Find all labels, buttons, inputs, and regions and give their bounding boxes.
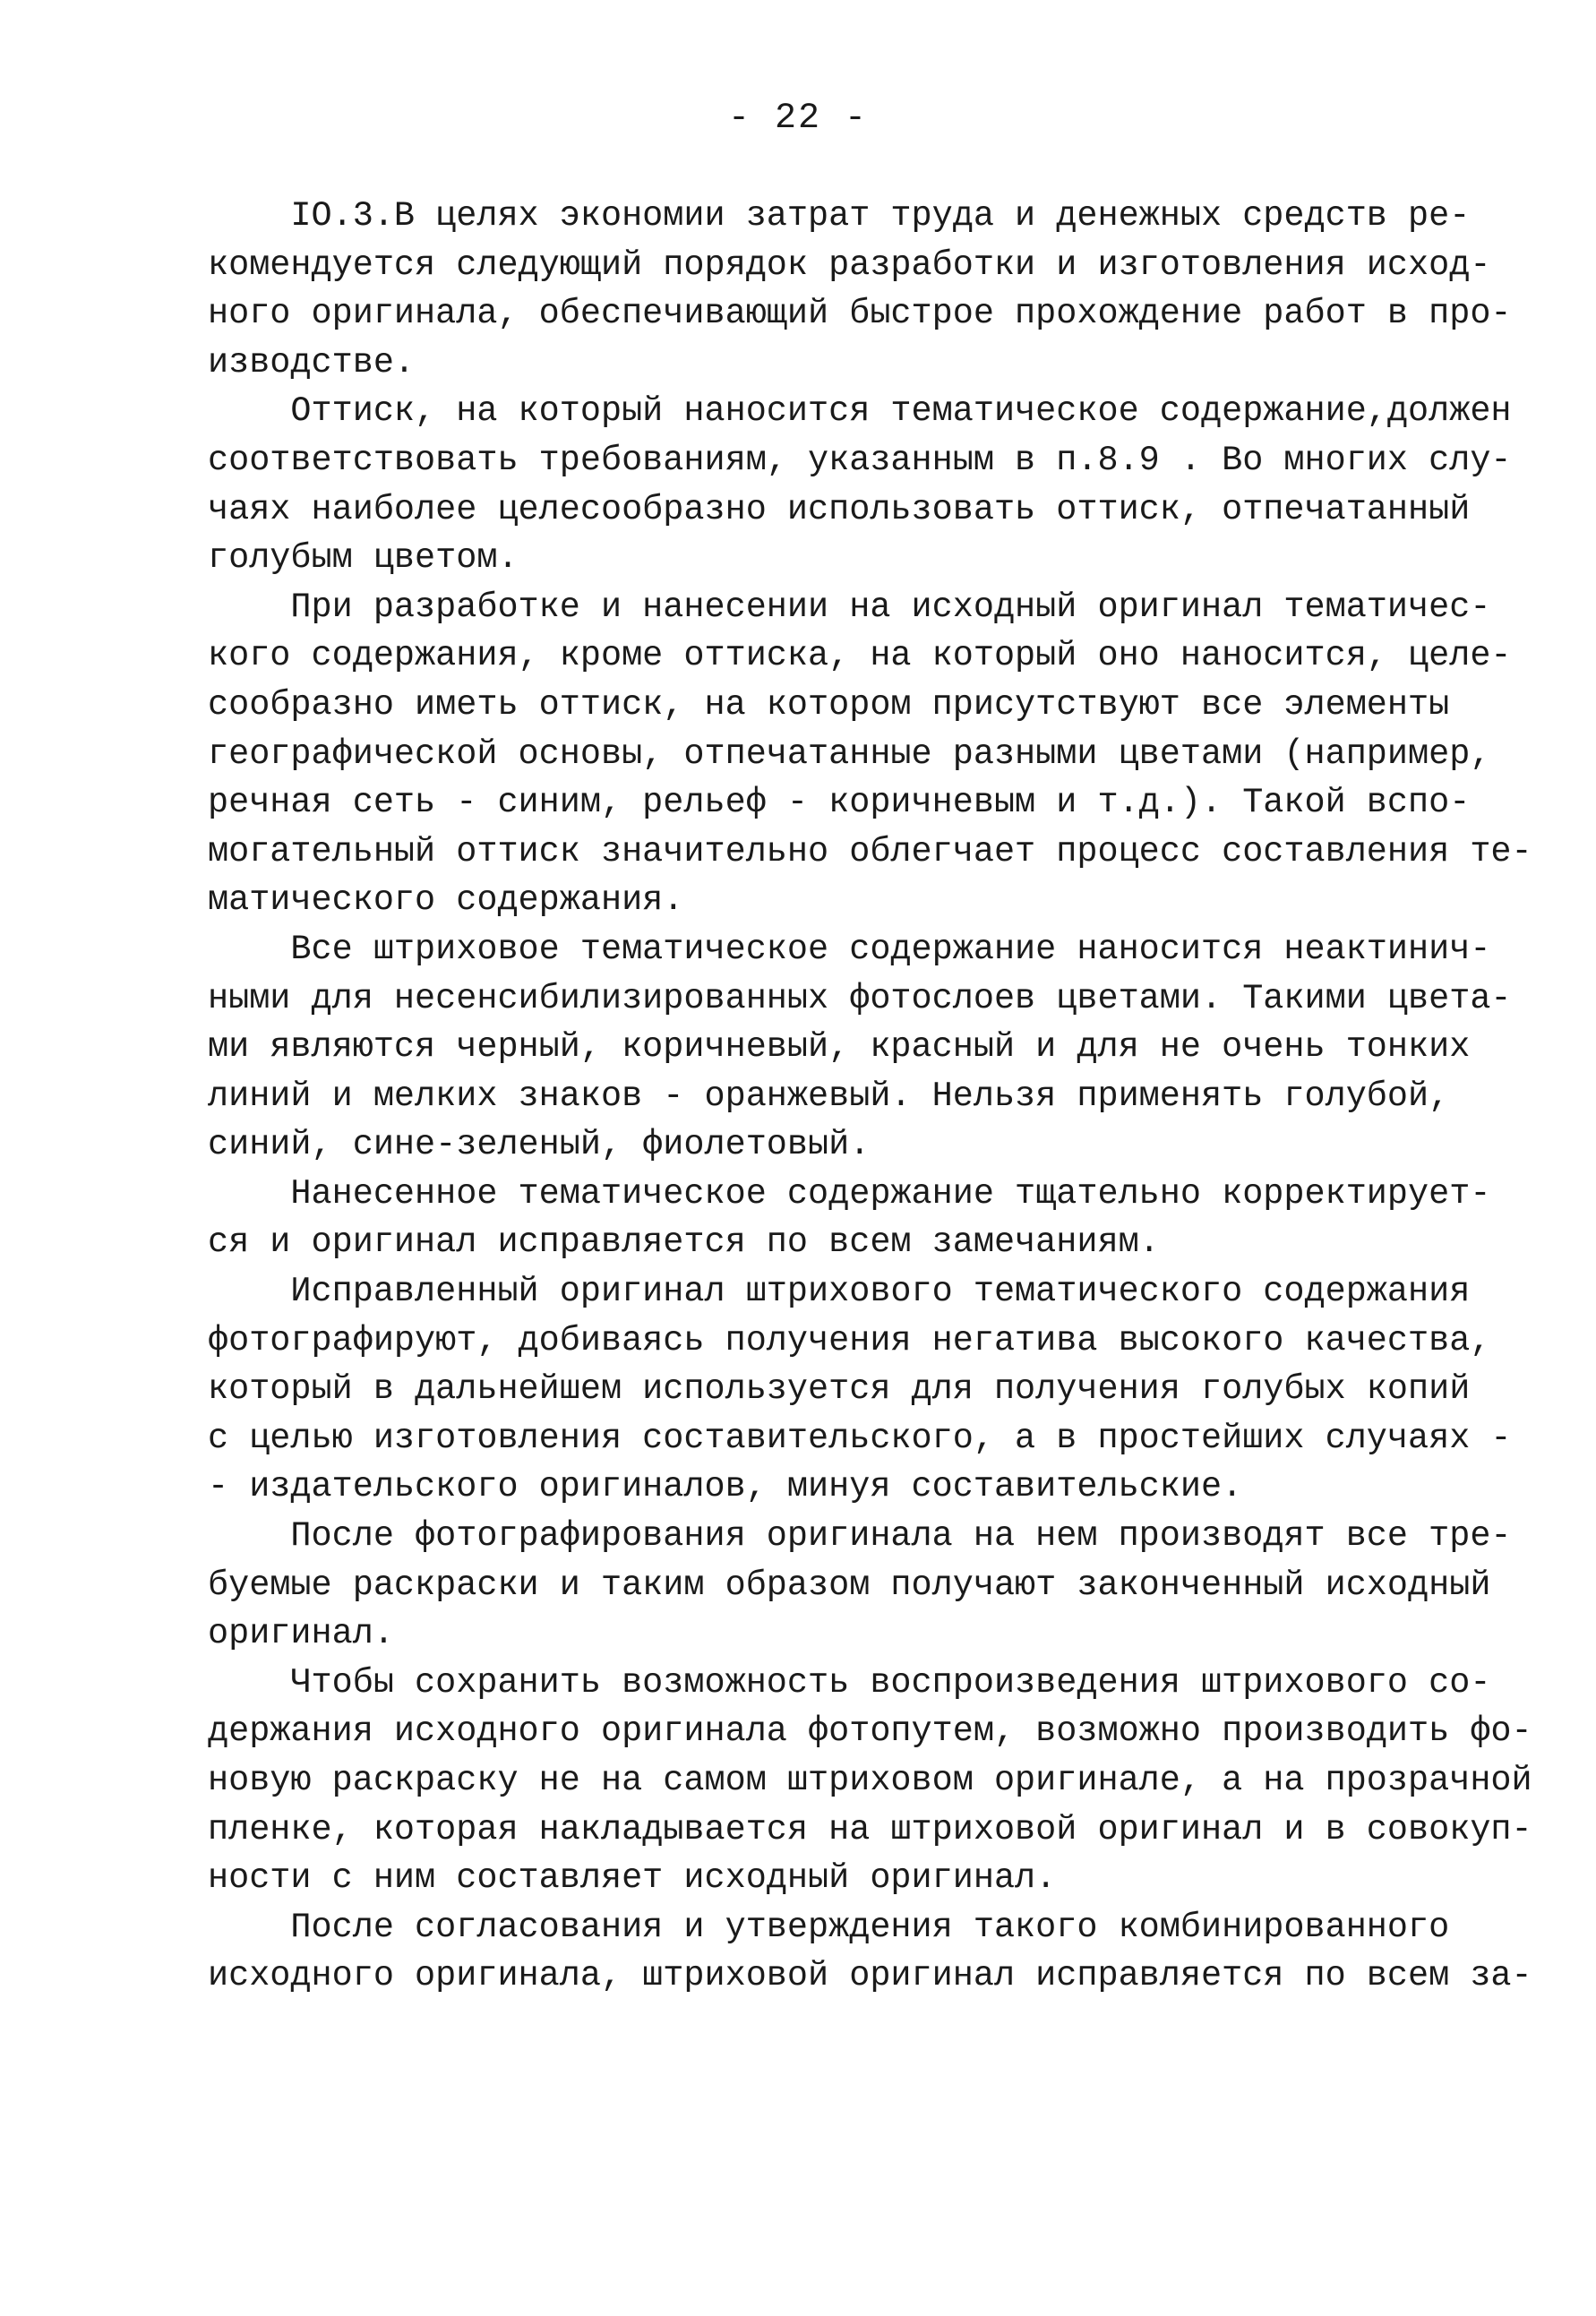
text-line: чаях наиболее целесообразно использовать оттиск, отпечатанный	[208, 489, 1471, 529]
text-line: который в дальнейшем используется для получения голубых копий	[208, 1369, 1471, 1410]
text-line: изводстве.	[208, 342, 416, 382]
text-line: с целью изготовления составительского, а в простейших случаях -	[208, 1418, 1512, 1458]
text-line: ми являются черный, коричневый, красный и для не очень тонких	[208, 1027, 1471, 1068]
text-line: Чтобы сохранить возможность воспроизведения штрихового со-	[208, 1662, 1491, 1703]
text-line: фотографируют, добиваясь получения негатива высокого качества,	[208, 1320, 1491, 1360]
text-line: ности с ним составляет исходный оригинал.	[208, 1858, 1057, 1899]
page-number: - 22 -	[727, 99, 869, 139]
body-text	[208, 192, 1532, 2001]
text-line: пленке, которая накладывается на штриховой оригинал и в совокуп-	[208, 1809, 1532, 1849]
text-line: ными для несенсибилизированных фотослоев цветами. Такими цвета-	[208, 978, 1512, 1018]
text-line: новую раскраску не на самом штриховом оригинале, а на прозрачной	[208, 1761, 1532, 1800]
text-line: IO.3.В целях экономии затрат труда и денежных средств ре-	[208, 196, 1471, 236]
text-line: оригинал.	[208, 1614, 394, 1654]
text-line: Нанесенное тематическое содержание тщательно корректирует-	[208, 1173, 1491, 1214]
text-line: После согласования и утверждения такого комбинированного	[208, 1907, 1450, 1947]
text-line: Оттиск, на который наносится тематическое содержание,должен	[208, 391, 1512, 432]
text-line: синий, сине-зеленый, фиолетовый.	[208, 1125, 871, 1165]
text-line: ся и оригинал исправляется по всем замечаниям.	[208, 1222, 1160, 1263]
text-line: речная сеть - синим, рельеф - коричневым и т.д.). Такой вспо-	[208, 783, 1471, 823]
text-line: голубым цветом.	[208, 538, 519, 579]
text-line: комендуется следующий порядок разработки и изготовления исход-	[208, 244, 1491, 285]
text-line: держания исходного оригинала фотопутем, возможно производить фо-	[208, 1711, 1532, 1752]
text-line: буемые раскраски и таким образом получают законченный исходный	[208, 1565, 1491, 1605]
text-line: матического содержания.	[208, 880, 684, 921]
text-line: могательный оттиск значительно облегчает процесс составления те-	[208, 831, 1532, 871]
text-line: соответствовать требованиям, указанным в п.8.9 . Во многих слу-	[208, 440, 1512, 480]
text-line: Исправленный оригинал штрихового тематического содержания	[208, 1272, 1471, 1312]
text-line: Все штриховое тематическое содержание наносится неактинич-	[208, 929, 1491, 969]
text-line: географической основы, отпечатанные разными цветами (например,	[208, 733, 1491, 774]
text-line: сообразно иметь оттиск, на котором присутствуют все элементы	[208, 684, 1450, 725]
text-line: исходного оригинала, штриховой оригинал исправляется по всем за-	[208, 1956, 1532, 1996]
text-line: После фотографирования оригинала на нем производят все тре-	[208, 1516, 1512, 1557]
text-line: кого содержания, кроме оттиска, на который оно наносится, целе-	[208, 636, 1512, 676]
text-line: линий и мелких знаков - оранжевый. Нельзя применять голубой,	[208, 1076, 1450, 1116]
text-line: ного оригинала, обеспечивающий быстрое прохождение работ в про-	[208, 294, 1512, 334]
text-line: - издательского оригиналов, минуя составительские.	[208, 1467, 1243, 1507]
text-line: При разработке и нанесении на исходный оригинал тематичес-	[208, 587, 1491, 627]
